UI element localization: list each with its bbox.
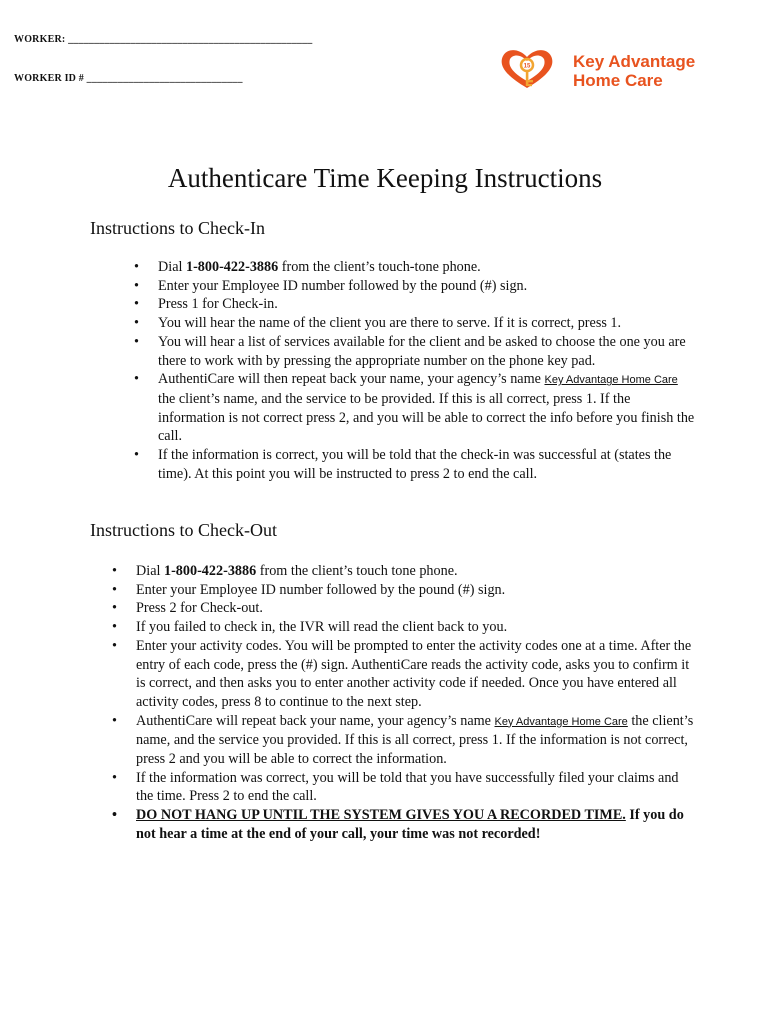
- company-logo: [497, 44, 757, 94]
- list-item: • Enter your activity codes. You will be prompted to enter the activity codes one at a time. After the entry of each code, press the (#) sign. AuthentiCare reads the activity code, asks you to confirm it is correct, and then asks you to enter another activity code if needed. Once you have entered all activity codes, press 8 to continue to the next step.: [112, 637, 692, 710]
- phone-number: 1-800-422-3886: [163, 563, 257, 579]
- list-item: • If the information was correct, you will be told that you have successfully filed your claims and the time. Press 2 to end the call.: [112, 769, 679, 805]
- checkin-heading: Instructions to Check-In: [90, 218, 265, 238]
- checkout-heading: Instructions to Check-Out: [90, 520, 277, 540]
- list-item: • You will hear the name of the client you are there to serve. If it is correct, press 1.: [134, 315, 622, 332]
- list-item: • If the information is correct, you will be told that the check-in was successful at (states the time). At this point you will be instructed to press 2 to end the call.: [134, 447, 672, 482]
- list-item: • AuthentiCare will then repeat back your name, your agency’s name Key Advantage Home Care the client’s name, and the service to be provided. If this is all correct, press 1. If the information is not correct press 2, and you will be able to correct the info before you finish the call.: [134, 371, 695, 445]
- warning-item: • DO NOT HANG UP UNTIL THE SYSTEM GIVES YOU A RECORDED TIME. If you do not hear a time at the end of your call, your time was not recorded!: [112, 807, 684, 842]
- agency-name-field: Key Advantage Home Care: [494, 715, 628, 728]
- list-item: • Dial 1-800-422-3886 from the client’s touch tone phone.: [112, 563, 458, 579]
- logo-line-2: Home Care: [573, 71, 663, 90]
- worker-id-field: WORKER ID # ______________________________: [14, 73, 243, 84]
- list-item: • Press 1 for Check-in.: [134, 296, 278, 313]
- warning-underlined: DO NOT HANG UP UNTIL THE SYSTEM GIVES YOU A RECORDED TIME.: [136, 807, 626, 824]
- warning-text: If you do not hear a time at the end of your call, your time was not recorded!: [136, 807, 684, 842]
- heart-key-icon: [497, 44, 571, 94]
- list-item: • Enter your Employee ID number followed by the pound (#) sign.: [134, 277, 528, 294]
- list-item: • Dial 1-800-422-3886 from the client’s touch-tone phone.: [134, 259, 481, 275]
- heart-number: 15: [523, 63, 531, 70]
- list-item: • If you failed to check in, the IVR will read the client back to you.: [112, 619, 508, 636]
- worker-field: WORKER: _______________________________________________: [14, 34, 313, 45]
- phone-number: 1-800-422-3886: [185, 259, 279, 275]
- logo-line-1: Key Advantage: [573, 52, 696, 71]
- list-item: • You will hear a list of services available for the client and be asked to choose the one you are there to work with by pressing the appropriate number on the phone key pad.: [134, 333, 686, 369]
- list-item: • Enter your Employee ID number followed by the pound (#) sign.: [112, 581, 506, 598]
- checkout-list: [112, 562, 696, 844]
- page-title: Authenticare Time Keeping Instructions: [167, 163, 603, 193]
- logo-text: [573, 52, 695, 90]
- checkin-list: [134, 258, 698, 483]
- list-item: • AuthentiCare will repeat back your name, your agency’s name Key Advantage Home Care the client’s name, and the service you provided. If this is all correct, press 1. If the information is not correct, press 2 and you will be able to correct the information.: [112, 712, 694, 768]
- list-item: • Press 2 for Check-out.: [112, 600, 263, 617]
- agency-name-field: Key Advantage Home Care: [544, 374, 678, 387]
